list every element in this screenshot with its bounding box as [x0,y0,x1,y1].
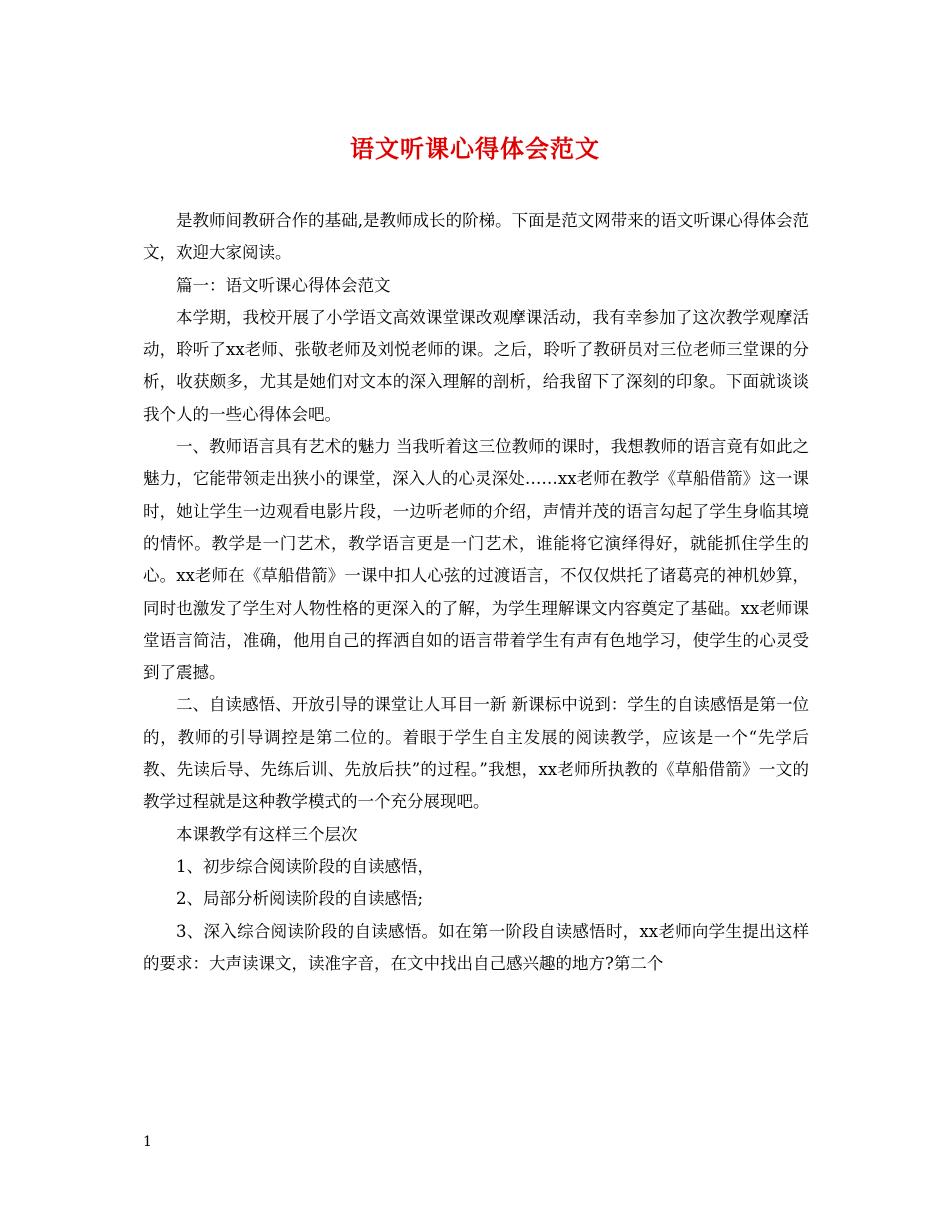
document-body [143,205,809,980]
paragraph-level-two: 2、局部分析阅读阶段的自读感悟; [176,889,424,909]
paragraph-levels-intro: 本课教学有这样三个层次 [176,824,358,844]
paragraph-point-one: 一、教师语言具有艺术的魅力 当我听着这三位教师的课时，我想教师的语言竟有如此之魅力，它能带领走出狭小的课堂，深入人的心灵深处……xx老师在教学《草船借箭》这一课时，她让学生一边观看电影片段，一边听老师的介绍，声情并茂的语言勾起了学生身临其境的情怀。教学是一门艺术，教学语言更是一门艺术，谁能将它演绎得好，就能抓住学生的心。xx老师在《草船借箭》一课中扣人心弦的过渡语言，不仅仅烘托了诸葛亮的神机妙算，同时也激发了学生对人物性格的更深入的了解，为学生理解课文内容奠定了基础。xx老师课堂语言简洁，准确，他用自己的挥洒自如的语言带着学生有声有色地学习，使学生的心灵受到了震撼。 [143,437,809,683]
paragraph-level-one: 1、初步综合阅读阶段的自读感悟， [176,856,434,876]
page-number: 1 [143,1134,152,1150]
paragraph-level-three: 3、深入综合阅读阶段的自读感悟。如在第一阶段自读感悟时，xx老师向学生提出这样的要求：大声读课文，读准字音，在文中找出自己感兴趣的地方?第二个 [143,921,809,973]
paragraph-section-heading: 篇一：语文听课心得体会范文 [176,275,391,295]
paragraph-semester: 本学期，我校开展了小学语文高效课堂课改观摩课活动，我有幸参加了这次教学观摩活动，聆听了xx老师、张敬老师及刘悦老师的课。之后，聆听了教研员对三位老师三堂课的分析，收获颇多，尤其是她们对文本的深入理解的剖析，给我留下了深刻的印象。下面就谈谈我个人的一些心得体会吧。 [143,307,809,424]
document-title: 语文听课心得体会范文 [350,134,600,163]
paragraph-point-two: 二、自读感悟、开放引导的课堂让人耳目一新 新课标中说到：学生的自读感悟是第一位的，教师的引导调控是第二位的。着眼于学生自主发展的阅读教学，应该是一个“先学后教、先读后导、先练后训、先放后扶”的过程。”我想，xx老师所执教的《草船借箭》一文的教学过程就是这种教学模式的一个充分展现吧。 [143,695,809,812]
paragraph-intro: 是教师间教研合作的基础,是教师成长的阶梯。下面是范文网带来的语文听课心得体会范文，欢迎大家阅读。 [143,211,809,263]
